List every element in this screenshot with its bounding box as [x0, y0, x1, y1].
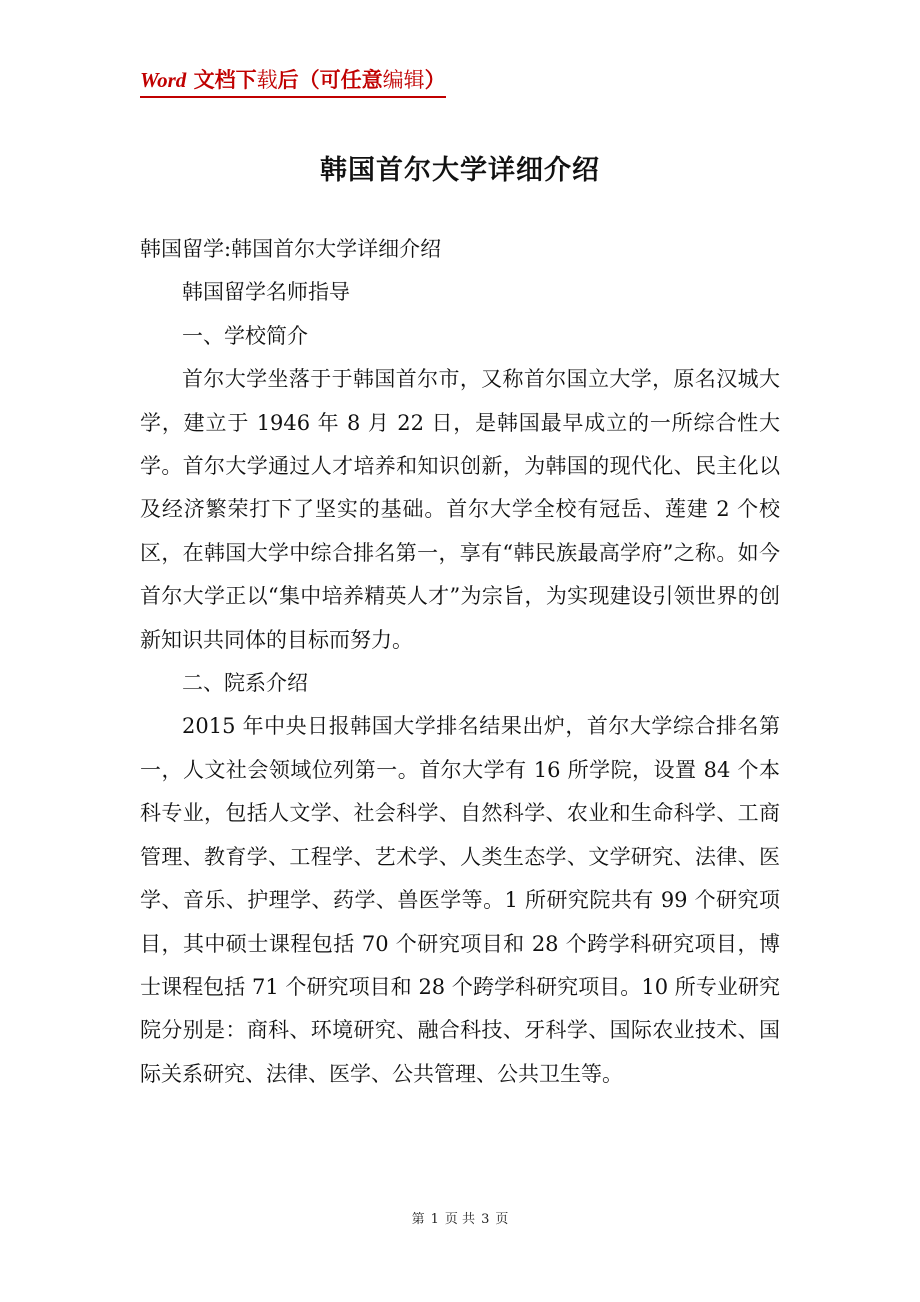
- download-banner[interactable]: [140, 64, 446, 98]
- paragraph-source: 韩国留学:韩国首尔大学详细介绍: [140, 237, 442, 261]
- footer-suffix: 页: [495, 1212, 509, 1227]
- banner-text-2: 载: [256, 68, 278, 92]
- footer-middle: 页 共: [444, 1212, 476, 1227]
- page-footer: [0, 1208, 920, 1227]
- banner-text-4: 编辑: [382, 68, 425, 92]
- document-title: 韩国首尔大学详细介绍: [320, 155, 600, 186]
- banner-text-5: ）: [424, 67, 446, 92]
- section-heading-intro: 一、学校简介: [182, 323, 308, 348]
- banner-word: Word: [140, 68, 187, 92]
- footer-total-pages: 3: [481, 1212, 490, 1227]
- paragraph-guide: 韩国留学名师指导: [182, 280, 350, 305]
- banner-text-3: 后（可任意: [277, 67, 383, 92]
- banner-text-1: 文档下: [186, 67, 257, 92]
- section-heading-departments: 二、院系介绍: [182, 671, 308, 696]
- footer-prefix: 第: [411, 1212, 425, 1227]
- document-body: [140, 228, 780, 1096]
- footer-page-number: 1: [430, 1212, 439, 1227]
- paragraph-intro: 首尔大学坐落于于韩国首尔市，又称首尔国立大学，原名汉城大学，建立于 1946 年 8 月 22 日，是韩国最早成立的一所综合性大学。首尔大学通过人才培养和知识创新，为韩国的现代化、民主化以及经济繁荣打下了坚实的基础。首尔大学全校有冠岳、莲建 2 个校区，在韩国大学中综合排名第一，享有“韩民族最高学府”之称。如今首尔大学正以“集中培养精英人才”为宗旨，为实现建设引领世界的创新知识共同体的目标而努力。: [140, 367, 780, 652]
- paragraph-departments: 2015 年中央日报韩国大学排名结果出炉，首尔大学综合排名第一，人文社会领域位列第一。首尔大学有 16 所学院，设置 84 个本科专业，包括人文学、社会科学、自然科学、农业和生命科学、工商管理、教育学、工程学、艺术学、人类生态学、文学研究、法律、医学、音乐、护理学、药学、兽医学等。1 所研究院共有 99 个研究项目，其中硕士课程包括 70 个研究项目和 28 个跨学科研究项目，博士课程包括 71 个研究项目和 28 个跨学科研究项目。10 所专业研究院分别是：商科、环境研究、融合科技、牙科学、国际农业技术、国际关系研究、法律、医学、公共管理、公共卫生等。: [140, 714, 780, 1086]
